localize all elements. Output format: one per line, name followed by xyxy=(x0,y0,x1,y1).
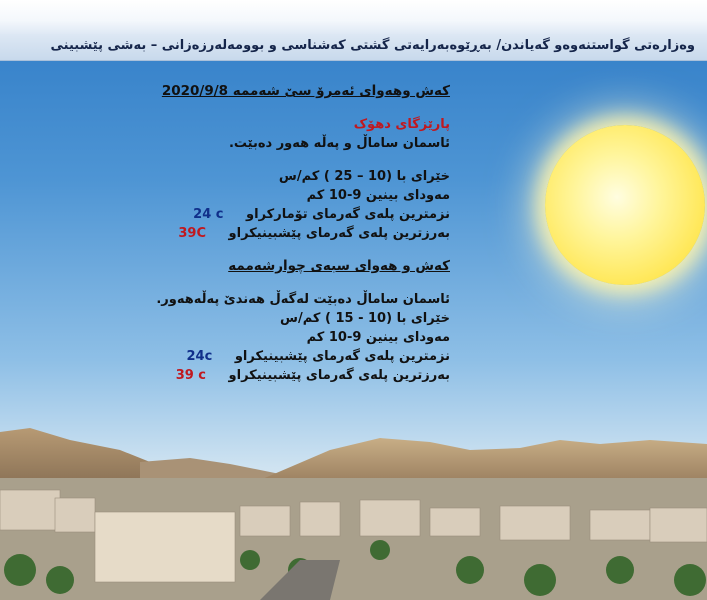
today-heading: کەش وهەوای ئەمرۆ سێ شەممە 2020/9/8 xyxy=(161,83,450,99)
today-wind: خێرای با (10 – 25 ) کم/س xyxy=(278,169,450,184)
today-min-temp-value: 24 c xyxy=(193,207,224,222)
tomorrow-sky: ئاسمان ساماڵ دەبێت لەگەڵ هەندێ پەڵەهەور. xyxy=(156,292,450,307)
sun-graphic xyxy=(545,125,705,285)
ministry-header xyxy=(0,34,707,61)
forecast-panel xyxy=(150,82,450,385)
tomorrow-max-temp-label: بەرزترین پلەی گەرمای پێشبینیکراو xyxy=(228,368,450,383)
region-name: پارێزگای دهۆک xyxy=(353,117,450,132)
today-max-temp-value: 39C xyxy=(178,226,207,241)
tomorrow-visibility: مەودای بینین 9-10 کم xyxy=(306,330,450,345)
today-max-temp xyxy=(150,224,450,243)
mountain-right xyxy=(260,438,707,480)
tomorrow-min-temp-value: 24c xyxy=(186,349,213,364)
top-band xyxy=(0,0,707,34)
ministry-title: وەزارەتی گواستنەوەو گەیاندن/ بەڕێوەبەرایەتی گشتی کەشناسی و بوومەلەرزەزانی – بەشی پێشبینی xyxy=(50,38,695,53)
tomorrow-max-temp-value: 39 c xyxy=(175,368,207,383)
today-min-temp xyxy=(150,205,450,224)
today-max-temp-label: بەرزترین پلەی گەرمای پێشبینیکراو xyxy=(228,226,450,241)
city-landscape xyxy=(0,420,707,600)
tomorrow-min-temp xyxy=(150,347,450,366)
today-min-temp-label: نزمترین پلەی گەرمای تۆمارکراو xyxy=(246,207,450,222)
today-visibility: مەودای بینین 9-10 کم xyxy=(306,188,450,203)
tomorrow-min-temp-label: نزمترین پلەی گەرمای پێشبینیکراو xyxy=(234,349,450,364)
today-sky: ئاسمان ساماڵ و پەڵە هەور دەبێت. xyxy=(228,136,450,151)
tomorrow-heading: کەش و هەوای سبەی چوارشەممە xyxy=(228,258,450,274)
tomorrow-wind: خێرای با (10 - 15 ) کم/س xyxy=(280,311,450,326)
tomorrow-max-temp xyxy=(150,366,450,385)
mountain-left xyxy=(0,428,160,480)
